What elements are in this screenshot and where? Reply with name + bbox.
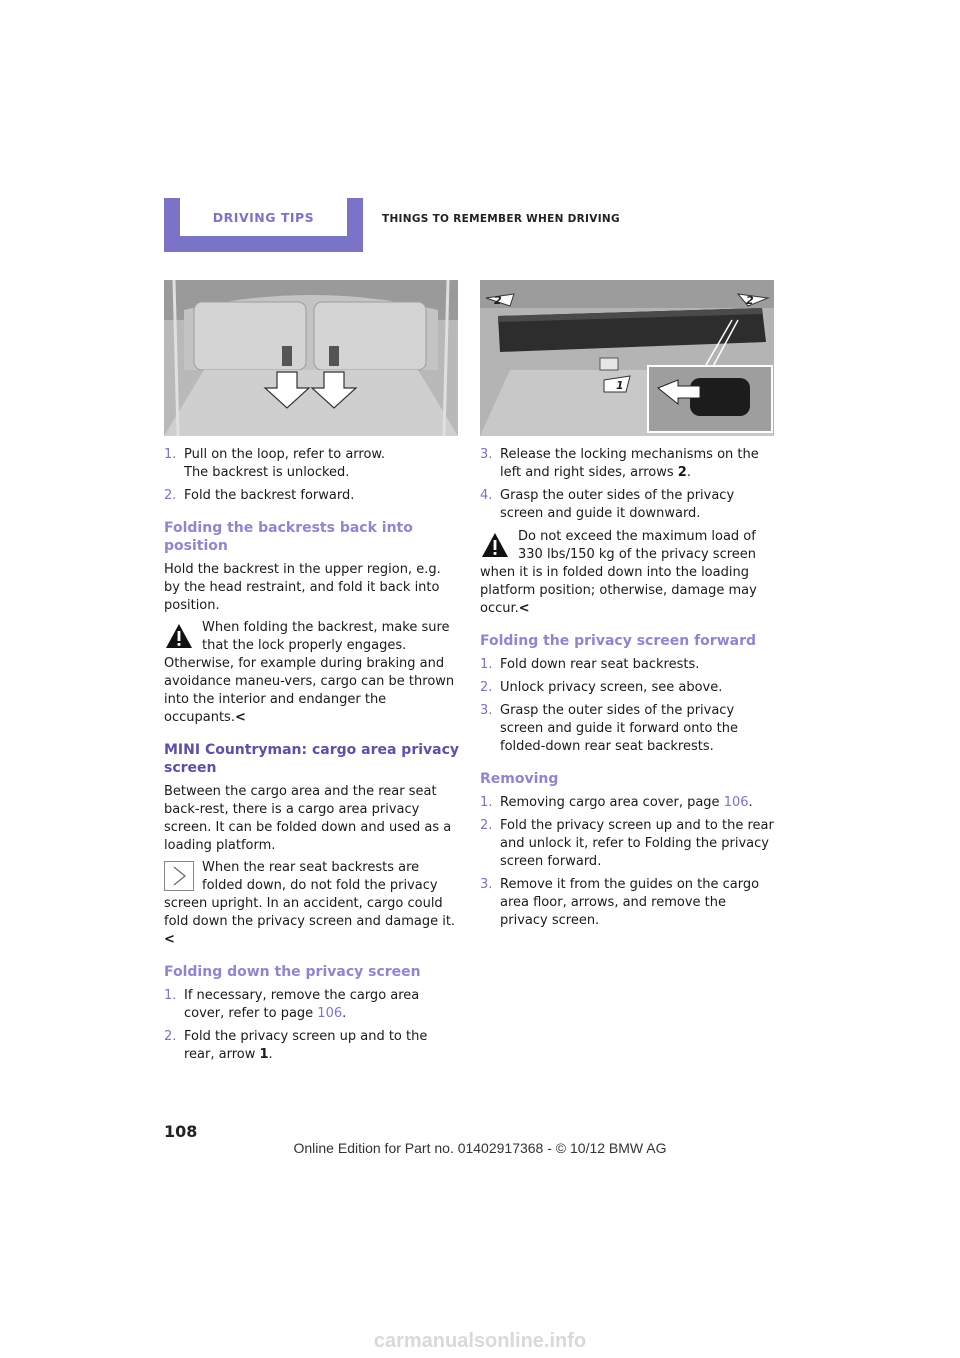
end-mark: < (234, 710, 246, 725)
watermark: carmanualsonline.info (373, 1330, 587, 1352)
end-mark: < (164, 932, 175, 947)
step-text: Grasp the outer sides of the privacy screen and guide it downward. (500, 488, 735, 521)
list-item (480, 487, 776, 523)
step-number: 3. (480, 877, 493, 892)
page-link[interactable]: 106 (723, 795, 749, 810)
page-number: 108 (164, 1122, 198, 1141)
step-suffix: . (268, 1047, 273, 1062)
step-text: Grasp the outer sides of the privacy screen and guide it forward onto the folded-down rear seat backrests. (500, 703, 738, 754)
step-number: 2. (480, 818, 493, 833)
list-item (480, 656, 776, 674)
list-item (164, 487, 460, 505)
list-item (480, 876, 776, 930)
step-number: 2. (480, 680, 493, 695)
warning-triangle-icon (480, 530, 510, 560)
step-number: 2. (164, 1029, 177, 1044)
steps-release (480, 446, 776, 523)
step-text: Fold the privacy screen up and to the rear, arrow (184, 1029, 428, 1062)
step-number: 1. (164, 447, 177, 462)
warning-text: When folding the backrest, make sure that the lock properly engages. Otherwise, for example during braking and avoidance maneu-vers, cargo can be thrown into the interior and endanger the occupants. (164, 620, 455, 725)
heading-fold-forward: Folding the privacy screen forward (480, 633, 757, 649)
step-continuation: The backrest is unlocked. (184, 465, 350, 480)
figure-label-2-left: 2 (494, 294, 502, 307)
step-suffix: . (686, 465, 691, 480)
warning-fold-back (164, 619, 460, 727)
list-item (480, 446, 776, 482)
figure-rear-seat-backrest (164, 280, 458, 436)
list-item (480, 817, 776, 871)
step-text: If necessary, remove the cargo area cover, refer to page (184, 988, 420, 1021)
privacy-screen-illustration (480, 280, 774, 436)
section-header-title: THINGS TO REMEMBER WHEN DRIVING (382, 213, 620, 225)
list-item (480, 702, 776, 756)
warning-max-load (480, 528, 776, 618)
list-item (480, 679, 776, 697)
rear-seat-illustration (164, 280, 458, 436)
para-countryman: Between the cargo area and the rear seat back-rest, there is a cargo area privacy screen. It can be folded down and used as a loading platform. (164, 784, 452, 853)
step-text: Fold the backrest forward. (184, 488, 355, 503)
step-number: 1. (480, 657, 493, 672)
heading-fold-down: Folding down the privacy screen (164, 964, 421, 980)
step-text: Removing cargo area cover, page (500, 795, 724, 810)
figure-label-1: 1 (616, 379, 624, 392)
note-text: When the rear seat backrests are folded down, do not fold the privacy screen upright. In an accident, cargo could fold down the privacy screen and damage it. (164, 860, 456, 929)
step-text: Remove it from the guides on the cargo area floor, arrows, and remove the privacy screen. (500, 877, 760, 928)
figure-privacy-screen (480, 280, 774, 436)
step-suffix: . (748, 795, 753, 810)
step-text: Pull on the loop, refer to arrow. (184, 447, 385, 462)
heading-removing: Removing (480, 771, 559, 787)
step-number: 3. (480, 703, 493, 718)
chapter-tab-inner (180, 198, 347, 236)
note-icon (164, 861, 194, 891)
step-text: Release the locking mechanisms on the left and right sides, arrows (500, 447, 759, 480)
warning-triangle-icon (164, 621, 194, 651)
left-column (164, 280, 460, 1069)
end-mark: < (518, 601, 530, 616)
list-item (164, 1028, 460, 1064)
step-number: 4. (480, 488, 493, 503)
note-privacy-screen (164, 859, 460, 949)
list-item (164, 987, 460, 1023)
chapter-tab (164, 198, 363, 252)
footer-edition: Online Edition for Part no. 01402917368 - © 10/12 BMW AG (293, 1140, 667, 1156)
steps-fold-forward (480, 656, 776, 756)
arrow-ref: 2 (677, 465, 687, 480)
steps-fold-down (164, 987, 460, 1064)
figure-label-2-right: 2 (746, 294, 754, 307)
chapter-tab-label: DRIVING TIPS (212, 210, 315, 225)
steps-fold-backrest (164, 446, 460, 505)
list-item (480, 794, 776, 812)
step-number: 1. (164, 988, 177, 1003)
list-item (164, 446, 460, 482)
step-number: 2. (164, 488, 177, 503)
step-number: 1. (480, 795, 493, 810)
steps-removing (480, 794, 776, 930)
warning-text: Do not exceed the maximum load of 330 lbs/150 kg of the privacy screen when it is in folded down into the loading platform position; otherwise, damage may occur. (480, 529, 757, 616)
right-column (480, 280, 776, 935)
para-fold-back: Hold the backrest in the upper region, e.g. by the head restraint, and fold it back into position. (164, 562, 441, 613)
heading-countryman: MINI Countryman: cargo area privacy screen (164, 742, 460, 776)
step-text: Unlock privacy screen, see above. (500, 680, 723, 695)
step-suffix: . (342, 1006, 347, 1021)
arrow-ref: 1 (259, 1047, 269, 1062)
step-number: 3. (480, 447, 493, 462)
page-link[interactable]: 106 (317, 1006, 343, 1021)
step-text: Fold the privacy screen up and to the rear and unlock it, refer to Folding the privacy screen forward. (500, 818, 774, 869)
heading-fold-back: Folding the backrests back into position (164, 520, 413, 554)
step-text: Fold down rear seat backrests. (500, 657, 700, 672)
